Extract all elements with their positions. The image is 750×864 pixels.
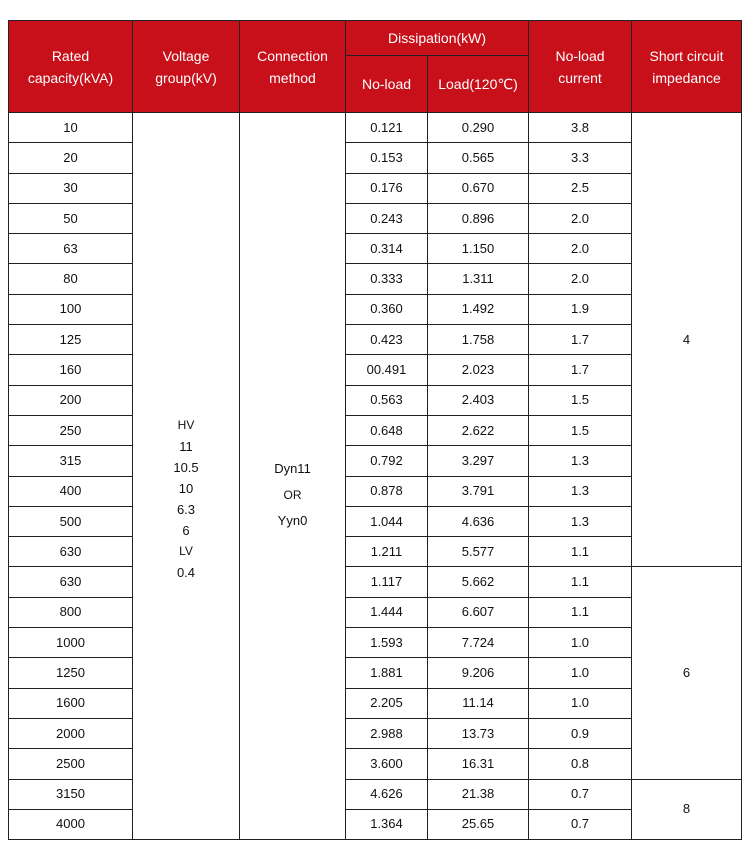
header-short-circuit-impedance: Short circuit impedance xyxy=(632,21,742,113)
cell-no-load-loss: 1.211 xyxy=(346,537,428,567)
cell-no-load-current: 1.9 xyxy=(529,294,632,324)
cell-no-load-loss: 1.444 xyxy=(346,597,428,627)
cell-no-load-current: 0.8 xyxy=(529,749,632,779)
cell-no-load-current: 1.3 xyxy=(529,506,632,536)
cell-rated-capacity: 3150 xyxy=(9,779,133,809)
cell-no-load-loss: 0.121 xyxy=(346,113,428,143)
cell-impedance: 4 xyxy=(632,113,742,567)
cell-no-load-current: 1.0 xyxy=(529,628,632,658)
voltage-group-line: 0.4 xyxy=(176,565,196,581)
cell-rated-capacity: 800 xyxy=(9,597,133,627)
cell-no-load-loss: 0.423 xyxy=(346,325,428,355)
cell-no-load-current: 0.9 xyxy=(529,718,632,748)
cell-no-load-loss: 0.176 xyxy=(346,173,428,203)
cell-load-loss: 1.150 xyxy=(428,234,529,264)
cell-no-load-current: 1.1 xyxy=(529,597,632,627)
voltage-group-line: 11 xyxy=(179,439,193,455)
cell-rated-capacity: 160 xyxy=(9,355,133,385)
header-no-load-current: No-load current xyxy=(529,21,632,113)
cell-rated-capacity: 1250 xyxy=(9,658,133,688)
cell-no-load-loss: 0.360 xyxy=(346,294,428,324)
cell-rated-capacity: 1600 xyxy=(9,688,133,718)
cell-load-loss: 2.622 xyxy=(428,415,529,445)
cell-no-load-current: 1.7 xyxy=(529,325,632,355)
table-row xyxy=(9,567,742,597)
cell-rated-capacity: 500 xyxy=(9,506,133,536)
cell-load-loss: 4.636 xyxy=(428,506,529,536)
header-load: Load(120℃) xyxy=(428,56,529,113)
voltage-group-line: 10 xyxy=(178,481,194,497)
voltage-group-line: 6.3 xyxy=(176,502,196,518)
cell-rated-capacity: 200 xyxy=(9,385,133,415)
cell-load-loss: 3.791 xyxy=(428,476,529,506)
cell-no-load-loss: 2.205 xyxy=(346,688,428,718)
cell-load-loss: 2.023 xyxy=(428,355,529,385)
cell-load-loss: 0.290 xyxy=(428,113,529,143)
cell-voltage-group xyxy=(133,113,240,840)
cell-load-loss: 21.38 xyxy=(428,779,529,809)
cell-no-load-loss: 0.878 xyxy=(346,476,428,506)
cell-no-load-current: 1.1 xyxy=(529,537,632,567)
cell-no-load-current: 2.0 xyxy=(529,264,632,294)
cell-no-load-current: 0.7 xyxy=(529,809,632,839)
cell-load-loss: 1.492 xyxy=(428,294,529,324)
cell-no-load-loss: 1.593 xyxy=(346,628,428,658)
cell-no-load-loss: 1.881 xyxy=(346,658,428,688)
cell-impedance: 6 xyxy=(632,567,742,779)
cell-no-load-loss: 0.314 xyxy=(346,234,428,264)
transformer-spec-table xyxy=(8,20,742,840)
cell-load-loss: 0.565 xyxy=(428,143,529,173)
cell-rated-capacity: 20 xyxy=(9,143,133,173)
table-body xyxy=(9,113,742,840)
cell-rated-capacity: 630 xyxy=(9,537,133,567)
cell-load-loss: 25.65 xyxy=(428,809,529,839)
header-dissipation: Dissipation(kW) xyxy=(346,21,529,56)
cell-no-load-current: 2.0 xyxy=(529,203,632,233)
cell-no-load-loss: 0.648 xyxy=(346,415,428,445)
cell-no-load-current: 2.0 xyxy=(529,234,632,264)
cell-no-load-current: 3.3 xyxy=(529,143,632,173)
header-voltage-group: Voltage group(kV) xyxy=(133,21,240,113)
cell-no-load-loss: 0.243 xyxy=(346,203,428,233)
cell-no-load-current: 3.8 xyxy=(529,113,632,143)
cell-rated-capacity: 400 xyxy=(9,476,133,506)
cell-no-load-current: 0.7 xyxy=(529,779,632,809)
cell-no-load-loss: 0.153 xyxy=(346,143,428,173)
cell-load-loss: 6.607 xyxy=(428,597,529,627)
header-connection-method: Connection method xyxy=(240,21,346,113)
voltage-group-line: LV xyxy=(179,544,193,559)
cell-no-load-loss: 3.600 xyxy=(346,749,428,779)
cell-load-loss: 5.662 xyxy=(428,567,529,597)
cell-load-loss: 1.311 xyxy=(428,264,529,294)
cell-load-loss: 9.206 xyxy=(428,658,529,688)
cell-rated-capacity: 50 xyxy=(9,203,133,233)
cell-no-load-loss: 0.792 xyxy=(346,446,428,476)
cell-no-load-loss: 0.563 xyxy=(346,385,428,415)
cell-no-load-loss: 00.491 xyxy=(346,355,428,385)
cell-rated-capacity: 10 xyxy=(9,113,133,143)
cell-load-loss: 5.577 xyxy=(428,537,529,567)
cell-load-loss: 1.758 xyxy=(428,325,529,355)
cell-load-loss: 11.14 xyxy=(428,688,529,718)
cell-load-loss: 7.724 xyxy=(428,628,529,658)
connection-method-line: Dyn11 xyxy=(274,461,311,477)
voltage-group-line: 6 xyxy=(182,523,190,539)
cell-impedance: 8 xyxy=(632,779,742,840)
cell-load-loss: 0.670 xyxy=(428,173,529,203)
cell-no-load-current: 2.5 xyxy=(529,173,632,203)
cell-rated-capacity: 63 xyxy=(9,234,133,264)
cell-rated-capacity: 1000 xyxy=(9,628,133,658)
cell-load-loss: 16.31 xyxy=(428,749,529,779)
cell-no-load-loss: 1.117 xyxy=(346,567,428,597)
cell-load-loss: 2.403 xyxy=(428,385,529,415)
cell-no-load-current: 1.0 xyxy=(529,688,632,718)
connection-method-line: Yyn0 xyxy=(277,513,308,529)
cell-load-loss: 3.297 xyxy=(428,446,529,476)
cell-rated-capacity: 4000 xyxy=(9,809,133,839)
cell-no-load-current: 1.5 xyxy=(529,415,632,445)
cell-no-load-loss: 1.044 xyxy=(346,506,428,536)
cell-no-load-current: 1.5 xyxy=(529,385,632,415)
cell-load-loss: 0.896 xyxy=(428,203,529,233)
cell-no-load-loss: 2.988 xyxy=(346,718,428,748)
voltage-group-line: 10.5 xyxy=(173,460,199,476)
connection-method-line: OR xyxy=(283,488,302,503)
cell-rated-capacity: 80 xyxy=(9,264,133,294)
cell-no-load-current: 1.7 xyxy=(529,355,632,385)
cell-rated-capacity: 125 xyxy=(9,325,133,355)
cell-rated-capacity: 2000 xyxy=(9,718,133,748)
cell-no-load-current: 1.1 xyxy=(529,567,632,597)
header-rated-capacity: Rated capacity(kVA) xyxy=(9,21,133,113)
table-row xyxy=(9,113,742,143)
header-no-load: No-load xyxy=(346,56,428,113)
cell-rated-capacity: 250 xyxy=(9,415,133,445)
cell-rated-capacity: 100 xyxy=(9,294,133,324)
cell-load-loss: 13.73 xyxy=(428,718,529,748)
voltage-group-line: HV xyxy=(177,418,195,433)
cell-no-load-loss: 0.333 xyxy=(346,264,428,294)
table-header xyxy=(9,21,742,113)
cell-no-load-current: 1.0 xyxy=(529,658,632,688)
spec-table-container xyxy=(8,20,741,840)
table-row xyxy=(9,779,742,809)
cell-no-load-current: 1.3 xyxy=(529,446,632,476)
cell-no-load-loss: 1.364 xyxy=(346,809,428,839)
cell-rated-capacity: 2500 xyxy=(9,749,133,779)
cell-connection-method xyxy=(240,113,346,840)
cell-rated-capacity: 30 xyxy=(9,173,133,203)
cell-rated-capacity: 630 xyxy=(9,567,133,597)
cell-no-load-loss: 4.626 xyxy=(346,779,428,809)
cell-rated-capacity: 315 xyxy=(9,446,133,476)
cell-no-load-current: 1.3 xyxy=(529,476,632,506)
